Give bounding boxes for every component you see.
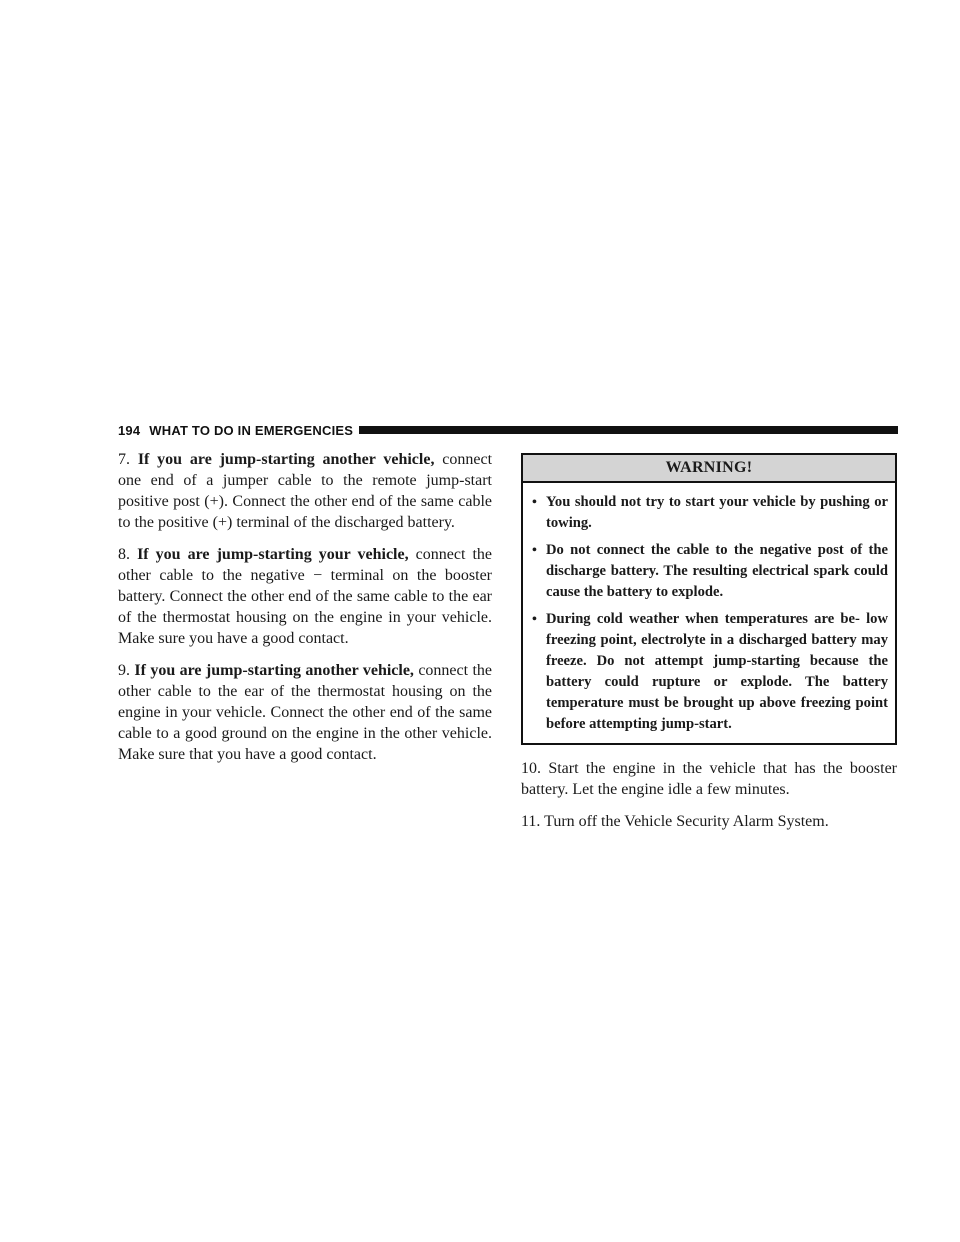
bullet-icon: • xyxy=(532,543,537,558)
step-number: 7. xyxy=(118,451,130,468)
step-number: 8. xyxy=(118,546,130,563)
step-lead: If you are jump-starting another vehicle, xyxy=(137,451,435,468)
step-11: 11. Turn off the Vehicle Security Alarm System. xyxy=(521,813,829,830)
step-body: connect one end of a jumper cable to the remote jump-start positive post (+). Connect the other end of the same cable to the positive (+) terminal of the discharged battery. xyxy=(118,451,493,531)
step-body: connect the other cable to the ear of the thermostat housing on the engine in your vehicle. Connect the other end of the same cable to a good ground on the engine in the other vehicle. Make sure that you have a good contact. xyxy=(118,662,493,763)
step-9 xyxy=(118,660,492,765)
step-10: 10. Start the engine in the vehicle that has the booster battery. Let the engine idle a few minutes. xyxy=(521,760,897,798)
warning-box xyxy=(521,453,897,745)
right-column xyxy=(521,453,897,843)
left-column xyxy=(118,449,492,776)
header-rule xyxy=(359,426,898,434)
bullet-icon: • xyxy=(532,495,537,510)
warning-item-text: Do not connect the cable to the negative post of the discharge battery. The resulting electrical spark could cause the battery to explode. xyxy=(546,542,888,600)
step-lead: If you are jump-starting another vehicle, xyxy=(134,662,414,679)
section-title: WHAT TO DO IN EMERGENCIES xyxy=(149,422,354,438)
warning-item xyxy=(532,609,888,735)
warning-item-text: You should not try to start your vehicle by pushing or towing. xyxy=(546,494,888,531)
warning-title: WARNING! xyxy=(523,455,895,483)
step-8 xyxy=(118,544,492,649)
page-header xyxy=(118,421,898,439)
warning-item-text: During cold weather when temperatures are be- low freezing point, electrolyte in a discharged battery may freeze. Do not attempt jump-starting because the battery could rupture or explode. The battery temperature must be brought up above freezing point before attempting jump-start. xyxy=(546,611,888,732)
step-number: 9. xyxy=(118,662,130,679)
page-number: 194 xyxy=(118,422,141,438)
bullet-icon: • xyxy=(532,612,537,627)
warning-item xyxy=(532,540,888,603)
step-lead: If you are jump-starting your vehicle, xyxy=(137,546,409,563)
step-body: connect the other cable to the negative − terminal on the booster battery. Connect the other end of the same cable to the ear of the thermostat housing on the engine in your vehicle. Make sure you have a good contact. xyxy=(118,546,493,647)
step-7 xyxy=(118,449,492,533)
warning-list xyxy=(523,483,895,743)
warning-item xyxy=(532,492,888,534)
